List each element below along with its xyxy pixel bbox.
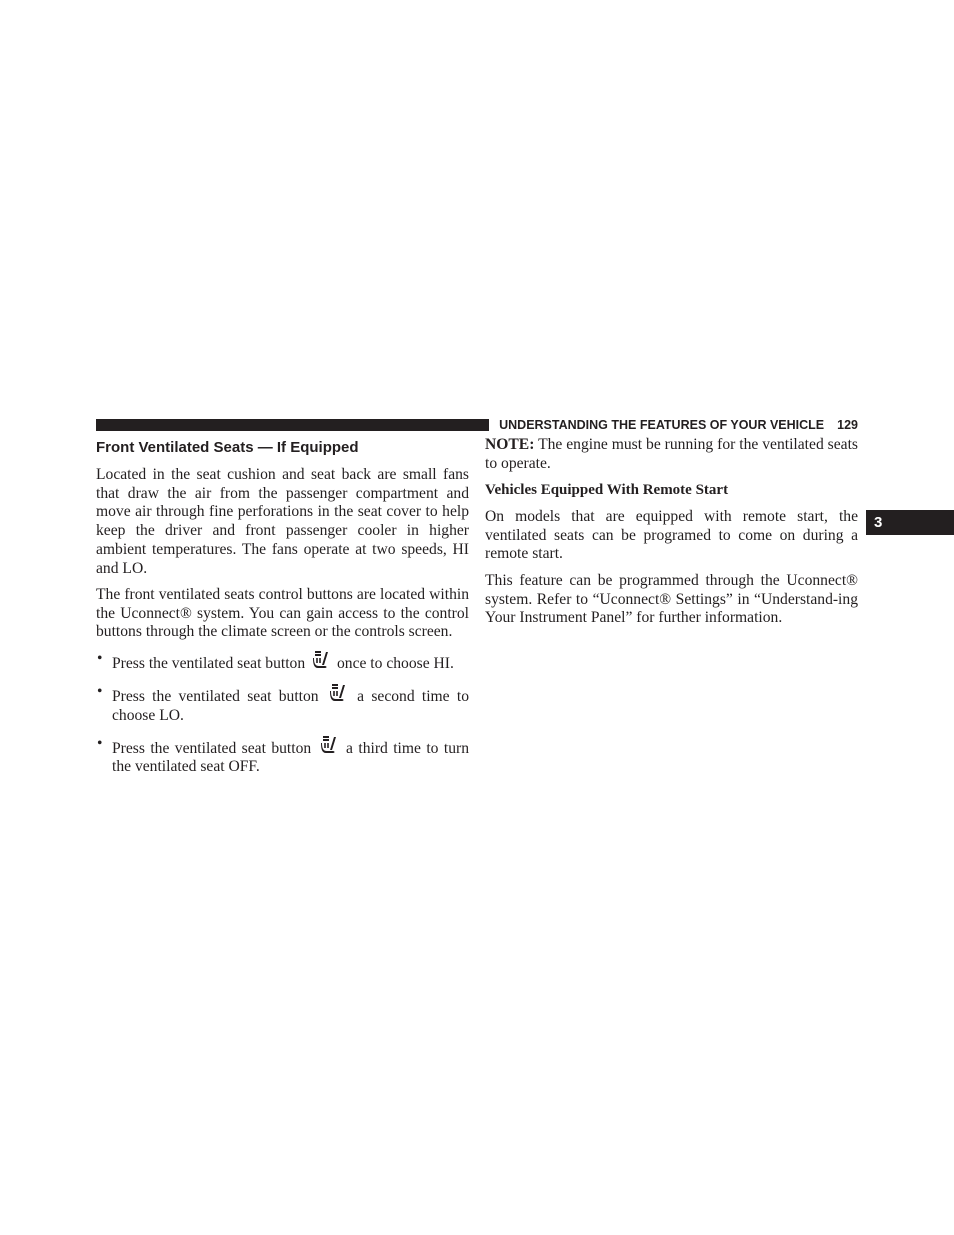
- list-item: [96, 735, 469, 777]
- ventilated-seat-icon: [311, 650, 331, 670]
- remote-start-heading: Vehicles Equipped With Remote Start: [485, 482, 729, 499]
- bullet-text-before: Press the ventilated seat button: [112, 739, 312, 757]
- list-item: [96, 683, 469, 725]
- list-item: [96, 650, 469, 674]
- body-paragraph-remote-start: On models that are equipped with remote start, the ventilated seats can be programed to come on during a remote start.: [485, 508, 858, 563]
- bullet-text-after: a second time to choose LO.: [112, 687, 469, 724]
- chapter-tab: 3: [866, 510, 954, 535]
- bullet-list: [96, 650, 469, 777]
- bullet-dot: •: [97, 649, 103, 667]
- right-column: [485, 436, 858, 628]
- left-column: [96, 436, 469, 777]
- bullet-text-before: Press the ventilated seat button: [112, 687, 319, 705]
- ventilated-seat-icon: [319, 735, 339, 755]
- bullet-text-after: a third time to turn the ventilated seat OFF.: [112, 739, 469, 776]
- body-paragraph-controls: The front ventilated seats control buttons are located within the Uconnect® system. You can gain access to the control buttons through the climate screen or the controls screen.: [96, 586, 469, 641]
- bullet-text-after: once to choose HI.: [336, 654, 454, 672]
- section-heading: Front Ventilated Seats — If Equipped: [96, 439, 359, 456]
- ventilated-seat-icon: [328, 683, 348, 703]
- body-paragraph-fans: Located in the seat cushion and seat back are small fans that draw the air from the passenger compartment and move air through fine perforations in the seat cover to help keep the driver and front passenger cooler in higher ambient temperatures. The fans operate at two speeds, HI and LO.: [96, 466, 469, 577]
- bullet-dot: •: [97, 682, 103, 700]
- bullet-text-before: Press the ventilated seat button: [112, 654, 306, 672]
- header-rule: [96, 419, 489, 431]
- body-paragraph-uconnect: This feature can be programmed through the Uconnect® system. Refer to “Uconnect® Settings” in “Understand-ing Your Instrument Panel” for further information.: [485, 571, 858, 627]
- note-text: The engine must be running for the ventilated seats to operate.: [485, 436, 858, 472]
- note-paragraph: [485, 436, 858, 473]
- note-label: NOTE:: [485, 436, 535, 453]
- bullet-dot: •: [97, 734, 103, 752]
- running-header: [498, 416, 858, 434]
- page-number: 129: [837, 418, 858, 432]
- header-title: UNDERSTANDING THE FEATURES OF YOUR VEHICLE: [499, 418, 825, 432]
